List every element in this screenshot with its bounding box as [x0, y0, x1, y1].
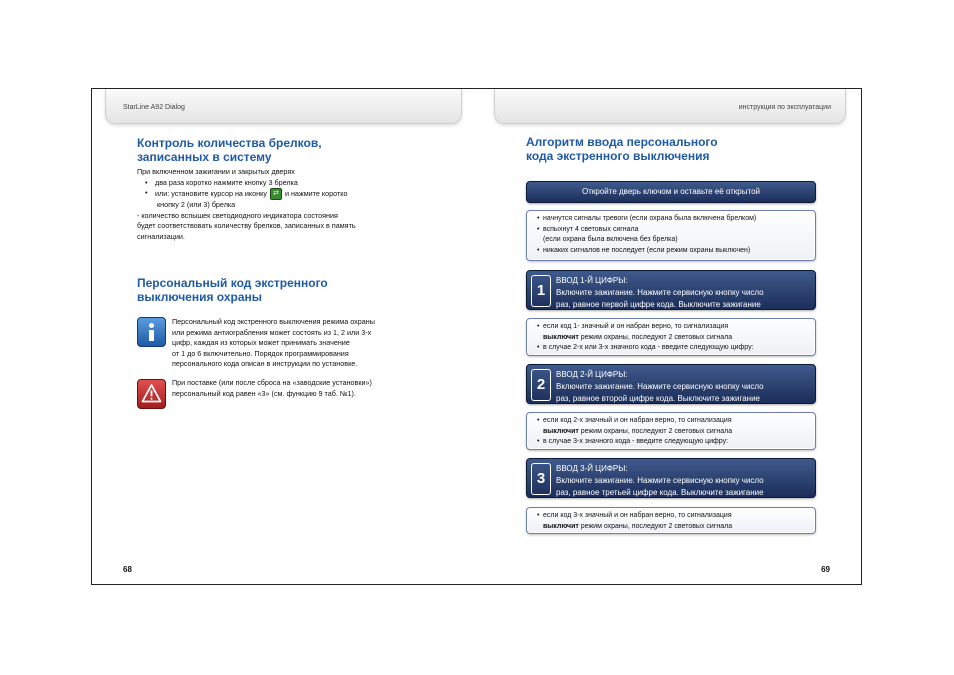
step-number: 2 [531, 369, 551, 401]
step-text: ВВОД 3-Й ЦИФРЫ: Включите зажигание. Нажмите сервисную кнопку число раз, равное третьей цифре кода. Выключите зажигание [556, 464, 764, 497]
step-text: ВВОД 2-Й ЦИФРЫ: Включите зажигание. Нажмите сервисную кнопку число раз, равное второй цифре кода. Выключите зажигание [556, 370, 764, 403]
manual-spread [91, 88, 862, 585]
header-manual-title: инструкция по эксплуатации [738, 104, 831, 111]
swap-icon: ⇄ [270, 188, 282, 200]
step-1-box [526, 270, 816, 310]
step-number: 3 [531, 463, 551, 495]
step-3-box [526, 458, 816, 498]
bullet-icon-line: • или: установите курсор на иконку ⇄ и нажмите коротко [143, 188, 437, 200]
right-page-header [494, 89, 846, 124]
warning-note: При поставке (или после сброса на «заводские установки») персональный код равен «3» (см. функцию 9 таб. №1). [172, 378, 372, 398]
step-text: ВВОД 1-Й ЦИФРЫ: Включите зажигание. Нажмите сервисную кнопку число раз, равное первой цифре кода. Выключите зажигание [556, 276, 764, 309]
alarm-result-box: • начнутся сигналы тревоги (если охрана была включена брелком) • вспыхнут 4 световых сигнала (если охрана была включена без брелка) • никаких сигналов не последует (если режим охраны выключен) [526, 210, 816, 261]
info-icon [137, 317, 166, 347]
page-number-left: 68 [123, 565, 132, 574]
step-3-result-box: • если код 3-х значный и он набран верно, то сигнализация выключит режим охраны, последуют 2 световых сигнала [526, 507, 816, 534]
section-title-fob-count: Контроль количества брелков, записанных в систему [137, 136, 322, 164]
page-number-right: 69 [821, 565, 830, 574]
warning-icon [137, 379, 166, 409]
section-title-personal-code: Персональный код экстренного выключения охраны [137, 276, 328, 304]
open-door-banner: Откройте дверь ключом и оставьте её открытой [526, 181, 816, 203]
info-note: Персональный код экстренного выключения режима охраны или режима антиограбления может состоять из 1, 2 или 3-х цифр, каждая из которых может принимать значение от 1 до 6 включительно. Порядок программирования персонального кода описан в инструкции по установке. [172, 317, 375, 368]
step-1-result-box: • если код 1- значный и он набран верно, то сигнализация выключит режим охраны, последуют 2 световых сигнала • в случае 2-х или 3-х значного кода - введите следующую цифру: [526, 318, 816, 356]
fob-count-text: При включенном зажигании и закрытых дверях • два раза коротко нажмите кнопку 3 брелка • или: установите курсор на иконку ⇄ и нажмите коротко кнопку 2 (или 3) брелка - количество вспышек светодиодного индикатора состояния будет соответствовать количеству брелков, записанных в память сигнализации. [137, 167, 437, 242]
left-page-header [105, 89, 462, 124]
step-2-box [526, 364, 816, 404]
step-number: 1 [531, 275, 551, 307]
step-2-result-box: • если код 2-х значный и он набран верно, то сигнализация выключит режим охраны, последуют 2 световых сигнала • в случае 3-х значного кода - введите следующую цифру: [526, 412, 816, 450]
section-title-algorithm: Алгоритм ввода персонального кода экстренного выключения [526, 135, 718, 163]
header-product-name: StarLine A92 Dialog [123, 104, 185, 111]
